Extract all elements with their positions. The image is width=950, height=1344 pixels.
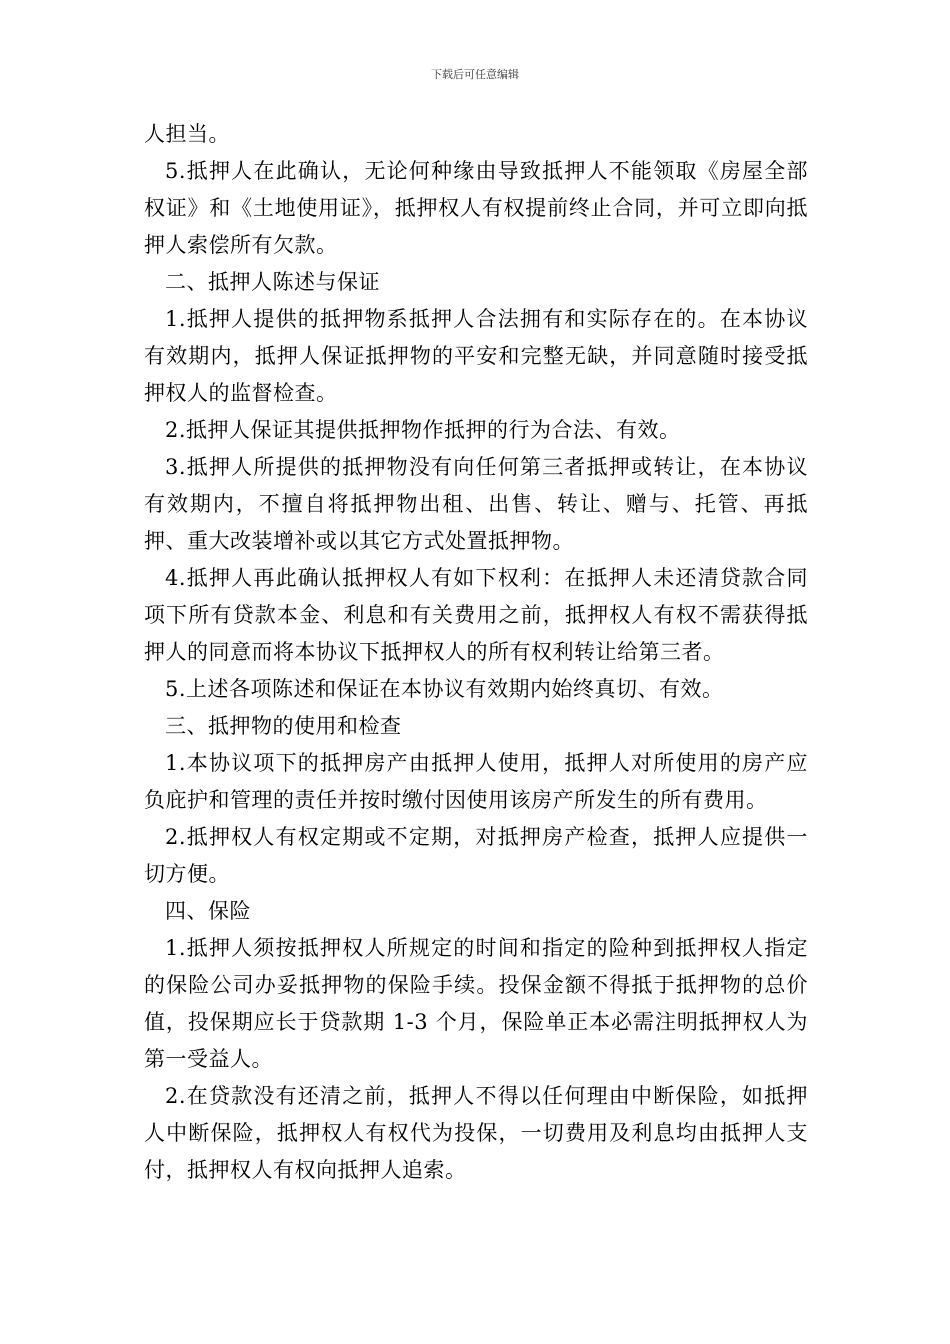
- paragraph: 2.抵押权人有权定期或不定期，对抵押房产检查，抵押人应提供一切方便。: [144, 825, 808, 886]
- paragraph: 3.抵押人所提供的抵押物没有向任何第三者抵押或转让，在本协议有效期内，不擅自将抵押物出租、出售、转让、赠与、托管、再抵押、重大改装增补或以其它方式处置抵押物。: [144, 455, 808, 553]
- paragraph: 2.抵押人保证其提供抵押物作抵押的行为合法、有效。: [165, 418, 681, 442]
- paragraph: 5.上述各项陈述和保证在本协议有效期内始终真切、有效。: [165, 677, 724, 701]
- paragraph: 5.抵押人在此确认，无论何种缘由导致抵押人不能领取《房屋全部权证》和《土地使用证》，抵押权人有权提前终止合同，并可立即向抵押人索偿所有欠款。: [144, 159, 808, 257]
- page-header: 下载后可任意编辑: [431, 68, 519, 81]
- paragraph: 1.抵押人须按抵押权人所规定的时间和指定的险种到抵押权人指定的保险公司办妥抵押物的保险手续。投保金额不得抵于抵押物的总价值，投保期应长于贷款期 1-3 个月，保险单正本必需注明抵押权人为第一受益人。: [144, 936, 808, 1071]
- paragraph: 人担当。: [144, 122, 230, 146]
- paragraph: 2.在贷款没有还清之前，抵押人不得以任何理由中断保险，如抵押人中断保险，抵押权人有权代为投保，一切费用及利息均由抵押人支付，抵押权人有权向抵押人追索。: [144, 1084, 808, 1182]
- section-heading: 二、抵押人陈述与保证: [165, 270, 380, 294]
- section-heading: 三、抵押物的使用和检查: [165, 714, 402, 738]
- paragraph: 1.抵押人提供的抵押物系抵押人合法拥有和实际存在的。在本协议有效期内，抵押人保证抵押物的平安和完整无缺，并同意随时接受抵押权人的监督检查。: [144, 307, 808, 405]
- document-body: [144, 116, 808, 1189]
- paragraph: 4.抵押人再此确认抵押权人有如下权利：在抵押人未还清贷款合同项下所有贷款本金、利息和有关费用之前，抵押权人有权不需获得抵押人的同意而将本协议下抵押权人的所有权利转让给第三者。: [144, 566, 808, 664]
- section-heading: 四、保险: [165, 899, 251, 923]
- paragraph: 1.本协议项下的抵押房产由抵押人使用，抵押人对所使用的房产应负庇护和管理的责任并按时缴付因使用该房产所发生的所有费用。: [144, 751, 808, 812]
